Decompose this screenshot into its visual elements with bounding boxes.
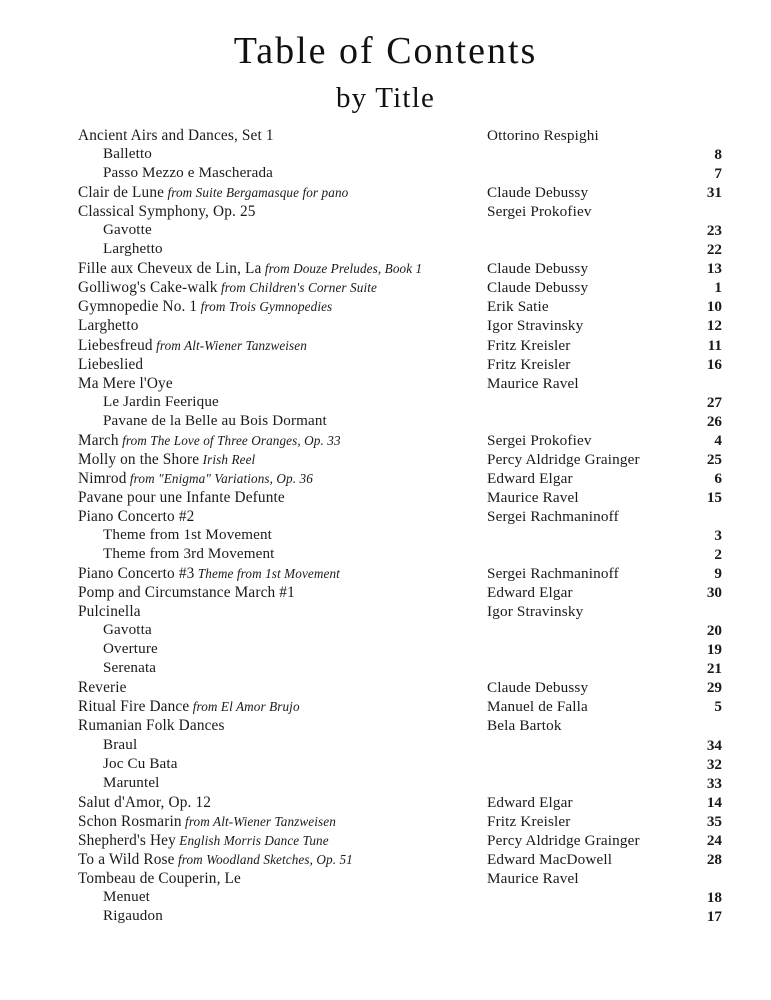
toc-movement-title [103,640,158,659]
toc-movement-title [103,526,272,545]
toc-work-title [78,831,329,850]
toc-work-title [78,697,300,716]
toc-composer: Igor Stravinsky [487,317,584,335]
toc-row [0,869,771,888]
toc-row [0,850,771,869]
toc-title-text: Ma Mere l'Oye [78,374,173,392]
toc-composer: Fritz Kreisler [487,336,571,354]
toc-title-text: Overture [103,641,158,658]
toc-title-qualifier: from Alt-Wiener Tanzweisen [152,337,307,353]
toc-row [0,812,771,831]
toc-title-text: To a Wild Rose [78,850,175,868]
toc-composer: Erik Satie [487,298,549,316]
toc-title-text: Ritual Fire Dance [78,698,190,716]
toc-title-text: Gymnopedie No. 1 [78,298,198,316]
toc-page-number: 32 [706,755,722,773]
toc-title-text: Schon Rosmarin [78,812,182,830]
toc-page-number: 3 [714,526,722,544]
toc-page-number: 22 [706,241,722,259]
toc-work-title [78,278,377,297]
toc-row [0,355,771,374]
toc-row [0,297,771,316]
toc-movement-title [103,393,219,412]
toc-title-text: Tombeau de Couperin, Le [78,869,241,887]
toc-movement-title [103,736,137,755]
toc-row [0,659,771,678]
toc-title-qualifier: from El Amor Brujo [189,699,300,715]
toc-page-number: 33 [706,774,722,792]
toc-title-text: Fille aux Cheveux de Lin, La [78,260,262,278]
toc-row [0,621,771,640]
toc-composer: Ottorino Respighi [487,127,599,144]
toc-row [0,278,771,297]
toc-row [0,678,771,697]
toc-movement-title [103,621,152,640]
toc-title-qualifier: from Alt-Wiener Tanzweisen [181,813,336,829]
toc-composer: Sergei Prokofiev [487,431,592,449]
toc-page-number: 20 [706,622,722,640]
toc-composer: Claude Debussy [487,679,589,697]
toc-page-number: 9 [714,565,722,583]
toc-work-title [78,564,340,583]
toc-work-title [78,183,348,202]
toc-row [0,888,771,907]
toc-composer: Maurice Ravel [487,869,579,887]
toc-title-text: Piano Concerto #3 [78,565,195,583]
toc-title-text: Serenata [103,660,157,677]
toc-title-text: Ancient Airs and Dances, Set 1 [78,127,274,144]
toc-title-text: Gavotte [103,222,152,239]
toc-work-title [78,355,143,374]
toc-title-text: Theme from 3rd Movement [103,546,275,563]
toc-row [0,716,771,735]
toc-movement-title [103,145,152,164]
toc-page-number: 7 [714,165,722,183]
toc-work-title [78,431,341,450]
toc-title-text: Larghetto [103,241,163,258]
toc-page-number: 30 [706,584,722,602]
toc-page-number: 10 [706,298,722,316]
toc-composer: Claude Debussy [487,279,589,297]
toc-page-number: 18 [706,888,722,906]
toc-row [0,793,771,812]
toc-row [0,564,771,583]
toc-title-qualifier: from Suite Bergamasque for pano [164,185,349,201]
toc-composer: Manuel de Falla [487,698,588,716]
toc-title-text: Gavotta [103,622,152,639]
toc-title-text: Clair de Lune [78,184,165,202]
toc-title-text: Shepherd's Hey [78,831,176,849]
toc-title-text: Braul [103,736,138,753]
toc-title-text: Pomp and Circumstance March #1 [78,584,295,602]
toc-composer: Sergei Rachmaninoff [487,565,619,583]
toc-composer: Edward MacDowell [487,850,613,868]
toc-composer: Percy Aldridge Grainger [487,450,640,468]
toc-row [0,316,771,335]
toc-composer: Edward Elgar [487,793,573,811]
toc-title-text: Pavane de la Belle au Bois Dormant [103,412,327,429]
toc-row [0,393,771,412]
toc-row [0,774,771,793]
toc-work-title [78,316,139,335]
toc-movement-title [103,888,150,907]
toc-page-number: 29 [706,679,722,697]
toc-row [0,488,771,507]
toc-title-text: Passo Mezzo e Mascherada [103,165,273,182]
toc-title-qualifier: Irish Reel [199,451,256,467]
toc-composer: Percy Aldridge Grainger [487,831,640,849]
toc-title-text: Le Jardin Feerique [103,393,219,410]
toc-work-title [78,678,127,697]
toc-row [0,602,771,621]
table-of-contents [0,126,771,926]
toc-title-qualifier: from Trois Gymnopedies [197,299,333,315]
toc-work-title [78,202,256,221]
toc-composer: Claude Debussy [487,184,589,202]
toc-composer: Sergei Prokofiev [487,203,592,221]
toc-page-number: 35 [706,812,722,830]
toc-page-number: 8 [714,146,722,164]
toc-composer: Edward Elgar [487,584,573,602]
toc-title-text: Pulcinella [78,603,141,621]
toc-row [0,583,771,602]
toc-page-number: 15 [706,488,722,506]
toc-page-number: 25 [706,450,722,468]
toc-composer: Bela Bartok [487,717,562,735]
toc-title-text: Balletto [103,146,152,163]
toc-row [0,640,771,659]
toc-composer: Edward Elgar [487,469,573,487]
page-title-main: Table of Contents [233,30,538,72]
toc-title-text: Pavane pour une Infante Defunte [78,488,285,506]
toc-row [0,145,771,164]
toc-page-number: 34 [706,736,722,754]
toc-row [0,259,771,278]
toc-movement-title [103,774,160,793]
toc-page-number: 28 [706,850,722,868]
toc-movement-title [103,221,152,240]
toc-title-text: Piano Concerto #2 [78,507,195,525]
toc-row [0,336,771,355]
toc-composer: Igor Stravinsky [487,603,584,621]
toc-title-text: Theme from 1st Movement [103,526,273,543]
toc-page-number: 2 [714,546,722,564]
toc-title-text: March [78,431,119,449]
toc-row [0,126,771,145]
toc-page-number: 11 [707,336,722,354]
toc-title-text: Maruntel [103,774,160,791]
toc-row [0,431,771,450]
toc-row [0,183,771,202]
toc-work-title [78,869,241,888]
toc-composer: Fritz Kreisler [487,355,571,373]
toc-row [0,755,771,774]
toc-composer: Maurice Ravel [487,374,579,392]
toc-title-text: Nimrod [78,469,127,487]
toc-page-number: 1 [714,279,722,297]
toc-page-number: 26 [706,412,722,430]
toc-title-text: Rumanian Folk Dances [78,717,225,735]
toc-row [0,450,771,469]
toc-work-title [78,793,211,812]
toc-page-number: 6 [714,469,722,487]
toc-row [0,374,771,393]
toc-title-qualifier: from Woodland Sketches, Op. 51 [174,851,353,867]
toc-work-title [78,583,295,602]
toc-row [0,907,771,926]
toc-composer: Maurice Ravel [487,488,579,506]
toc-page-number: 31 [706,184,722,202]
toc-title-qualifier: English Morris Dance Tune [175,832,329,848]
toc-movement-title [103,164,273,183]
toc-movement-title [103,545,275,564]
toc-page-number: 21 [706,660,722,678]
toc-row [0,545,771,564]
page-title [0,32,771,113]
toc-title-text: Menuet [103,888,151,905]
toc-page-number: 16 [706,355,722,373]
toc-work-title [78,374,173,393]
toc-work-title [78,259,422,278]
toc-work-title [78,812,336,831]
toc-title-qualifier: from The Love of Three Oranges, Op. 33 [118,432,341,448]
toc-movement-title [103,412,327,431]
toc-page-number: 12 [706,317,722,335]
toc-work-title [78,336,307,355]
toc-movement-title [103,659,156,678]
toc-title-text: Liebeslied [78,355,144,373]
toc-page-number: 27 [706,393,722,411]
toc-title-qualifier: from Douze Preludes, Book 1 [261,261,423,277]
toc-row [0,412,771,431]
toc-work-title [78,602,141,621]
toc-work-title [78,488,285,507]
toc-page-number: 19 [706,641,722,659]
toc-title-qualifier: Theme from 1st Movement [194,566,340,582]
toc-movement-title [103,240,163,259]
toc-work-title [78,126,274,145]
page-title-sub: by Title [335,82,436,114]
toc-row [0,240,771,259]
toc-title-text: Joc Cu Bata [103,755,178,772]
toc-page-number: 24 [706,831,722,849]
toc-title-text: Molly on the Shore [78,450,200,468]
toc-row [0,507,771,526]
toc-title-qualifier: from Children's Corner Suite [217,280,377,296]
toc-row [0,221,771,240]
toc-title-qualifier: from "Enigma" Variations, Op. 36 [126,470,313,486]
toc-composer: Sergei Rachmaninoff [487,507,619,525]
toc-title-text: Rigaudon [103,907,163,924]
toc-row [0,697,771,716]
toc-composer: Claude Debussy [487,260,589,278]
toc-work-title [78,450,255,469]
toc-page-number: 14 [706,793,722,811]
toc-work-title [78,297,332,316]
toc-row [0,202,771,221]
toc-row [0,526,771,545]
toc-page-number: 23 [706,222,722,240]
toc-title-text: Salut d'Amor, Op. 12 [78,793,212,811]
toc-work-title [78,850,353,869]
toc-work-title [78,469,313,488]
toc-work-title [78,507,194,526]
toc-movement-title [103,907,163,926]
toc-row [0,164,771,183]
toc-page-number: 5 [714,698,722,716]
toc-title-text: Liebesfreud [78,336,153,354]
toc-title-text: Golliwog's Cake-walk [78,279,218,297]
toc-row [0,831,771,850]
toc-composer: Fritz Kreisler [487,812,571,830]
toc-row [0,736,771,755]
toc-title-text: Reverie [78,679,127,697]
toc-movement-title [103,755,178,774]
toc-title-text: Larghetto [78,317,139,335]
toc-row [0,469,771,488]
toc-page-number: 4 [714,431,722,449]
toc-page-number: 17 [706,907,722,925]
toc-page-number: 13 [706,260,722,278]
toc-work-title [78,716,225,735]
toc-title-text: Classical Symphony, Op. 25 [78,203,256,221]
